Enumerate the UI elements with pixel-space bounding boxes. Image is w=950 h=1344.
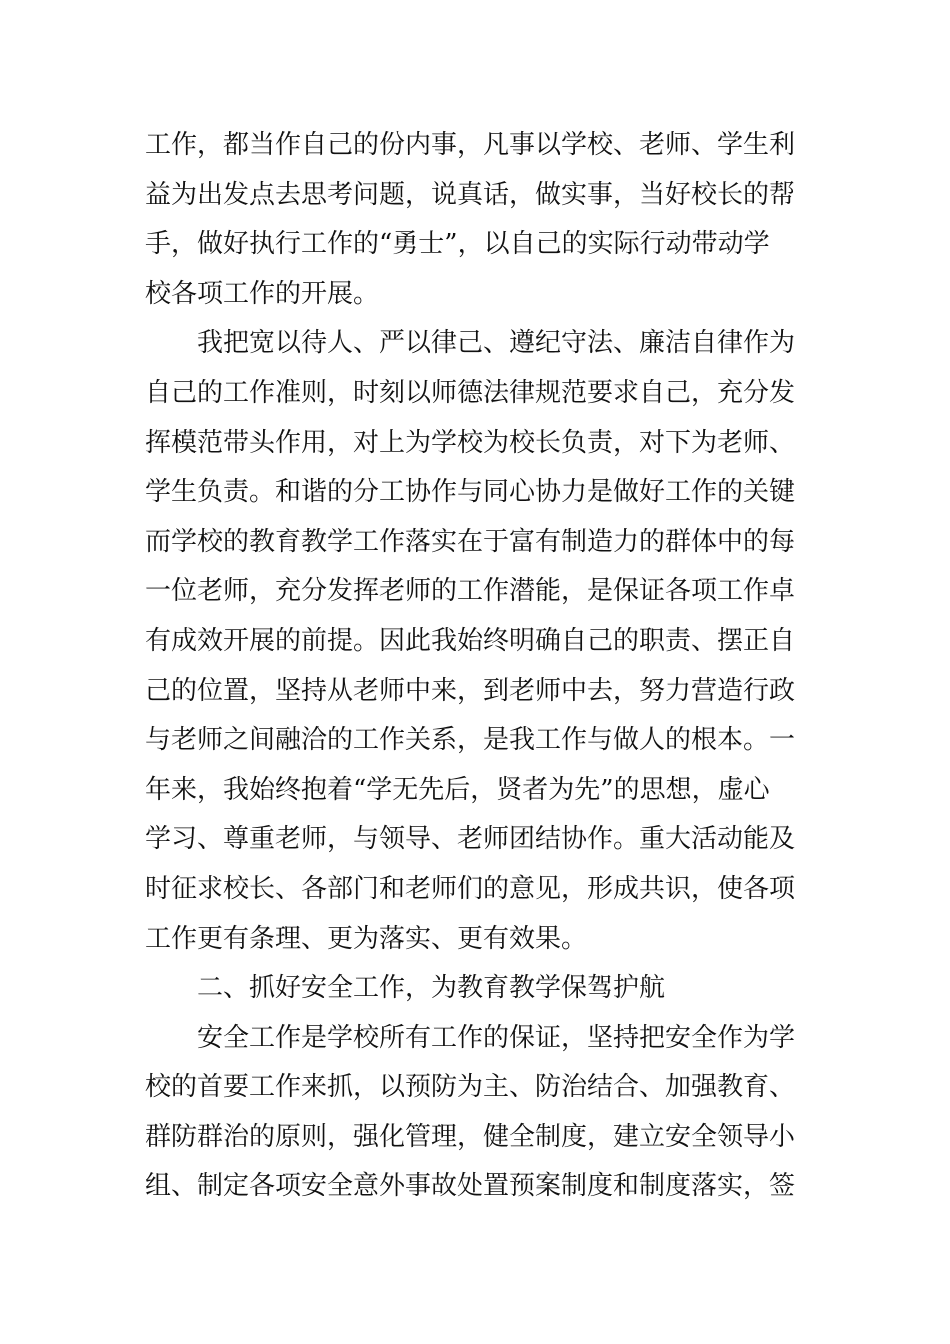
text-line: 而学校的教育教学工作落实在于富有制造力的群体中的每 <box>145 526 796 557</box>
text-line: 安全工作是学校所有工作的保证，坚持把安全作为学 <box>145 1022 796 1053</box>
text-line: 组、制定各项安全意外事故处置预案制度和制度落实，签 <box>145 1171 796 1202</box>
text-line: 己的位置，坚持从老师中来，到老师中去，努力营造行政 <box>145 675 796 706</box>
text-line: 时征求校长、各部门和老师们的意见，形成共识，使各项 <box>145 873 796 904</box>
text-line: 一位老师，充分发挥老师的工作潜能，是保证各项工作卓 <box>145 576 796 607</box>
text-line: 挥模范带头作用，对上为学校为校长负责，对下为老师、 <box>145 427 796 458</box>
body-text <box>145 121 810 1212</box>
text-line: 工作更有条理、更为落实、更有效果。 <box>145 923 588 954</box>
text-line: 校各项工作的开展。 <box>145 278 380 309</box>
text-line: 益为出发点去思考问题，说真话，做实事，当好校长的帮 <box>145 179 796 210</box>
text-line: 我把宽以待人、严以律己、遵纪守法、廉洁自律作为 <box>145 328 796 359</box>
text-line: 手，做好执行工作的“勇士”，以自己的实际行动带动学 <box>145 229 770 260</box>
text-line: 有成效开展的前提。因此我始终明确自己的职责、摆正自 <box>145 625 796 656</box>
text-line: 群防群治的原则，强化管理，健全制度，建立安全领导小 <box>145 1121 796 1152</box>
text-line: 年来，我始终抱着“学无先后，贤者为先”的思想，虚心 <box>145 774 770 805</box>
text-line: 自己的工作准则，时刻以师德法律规范要求自己，充分发 <box>145 377 796 408</box>
section-heading: 二、抓好安全工作，为教育教学保驾护航 <box>145 973 666 1004</box>
text-line: 校的首要工作来抓，以预防为主、防治结合、加强教育、 <box>145 1072 796 1103</box>
text-line: 与老师之间融洽的工作关系，是我工作与做人的根本。一 <box>145 725 796 756</box>
text-line: 学习、尊重老师，与领导、老师团结协作。重大活动能及 <box>145 824 796 855</box>
text-line: 工作，都当作自己的份内事，凡事以学校、老师、学生利 <box>145 130 796 160</box>
text-line: 学生负责。和谐的分工协作与同心协力是做好工作的关键 <box>145 477 796 508</box>
